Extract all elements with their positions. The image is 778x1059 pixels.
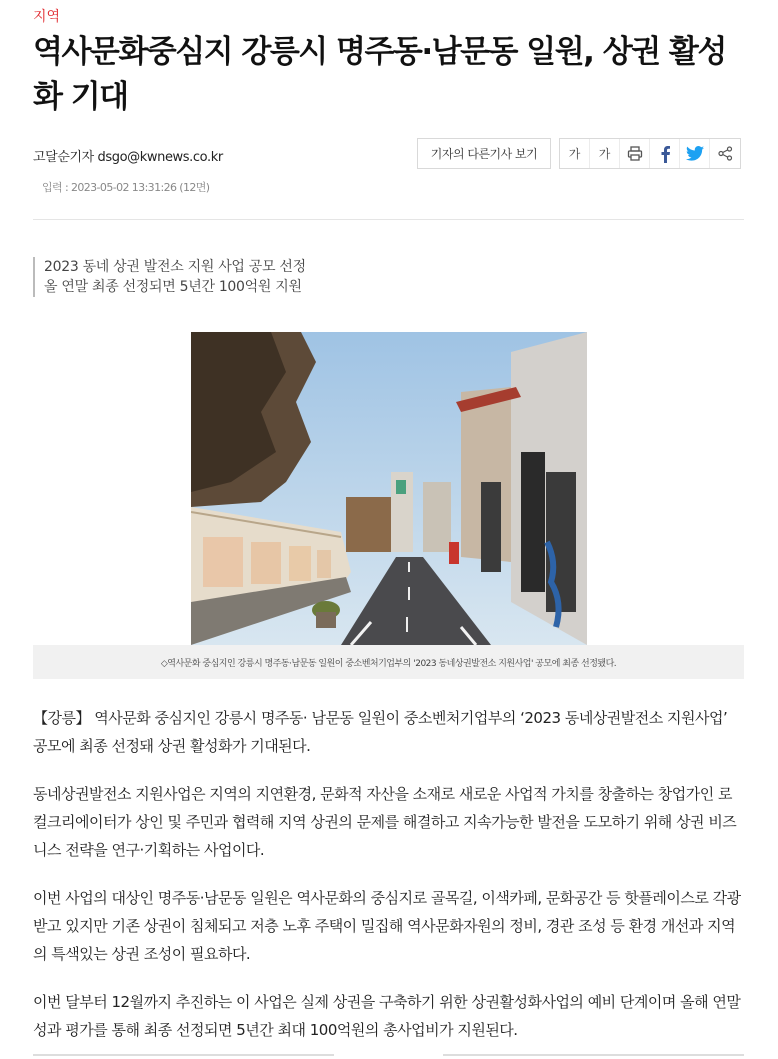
article-body xyxy=(33,704,744,1059)
share-button[interactable] xyxy=(710,139,740,168)
reporter-other-articles-button[interactable]: 기자의 다른기사 보기 xyxy=(417,138,551,169)
print-button[interactable] xyxy=(620,139,650,168)
article-paragraph: 【강릉】 역사문화 중심지인 강릉시 명주동· 남문동 일원이 중소벤처기업부의 ‘2023 동네상권발전소 지원사업’ 공모에 최종 선정돼 상권 활성화가 기대된다. xyxy=(33,709,728,755)
facebook-icon xyxy=(659,145,671,163)
reporter-byline: 고달순기자 dsgo@kwnews.co.kr xyxy=(33,150,223,165)
twitter-share-button[interactable] xyxy=(680,139,710,168)
article-paragraph: 이번 달부터 12월까지 추진하는 이 사업은 실제 상권을 구축하기 위한 상권활성화사업의 예비 단계이며 올해 연말 성과 평가를 통해 최종 선정되면 5년간 최대 100억원의 총사업비가 지원된다. xyxy=(33,993,741,1039)
font-larger-button[interactable]: 가 xyxy=(590,139,620,168)
footer-divider xyxy=(443,1054,744,1056)
article-toolbar xyxy=(559,138,741,169)
article-category[interactable]: 지역 xyxy=(33,9,61,25)
article-headline: 역사문화중심지 강릉시 명주동·남문동 일원, 상권 활성화 기대 xyxy=(33,34,726,115)
print-icon xyxy=(627,146,643,161)
footer-divider xyxy=(33,1054,334,1056)
share-icon xyxy=(718,146,733,161)
article-subtitle xyxy=(33,257,306,297)
publish-date: 입력 : 2023-05-02 13:31:26 (12면) xyxy=(42,181,210,194)
header-divider xyxy=(33,219,744,220)
article-paragraph: 이번 사업의 대상인 명주동·남문동 일원은 역사문화의 중심지로 골목길, 이색카페, 문화공간 등 핫플레이스로 각광받고 있지만 기존 상권이 침체되고 저층 노후 주택이 밀집해 역사문화자원의 정비, 경관 조성 등 환경 개선과 지역의 특색있는 상권 조성이 필요하다. xyxy=(33,889,741,963)
subtitle-line: 올 연말 최종 선정되면 5년간 100억원 지원 xyxy=(44,279,302,295)
font-smaller-button[interactable]: 가 xyxy=(560,139,590,168)
article-paragraph: 동네상권발전소 지원사업은 지역의 지연환경, 문화적 자산을 소재로 새로운 사업적 가치를 창출하는 창업가인 로컬크리에이터가 상인 및 주민과 협력해 지역 상권의 문제를 해결하고 지속가능한 발전을 도모하기 위해 상권 비즈니스 전략을 연구·기획하는 사업이다. xyxy=(33,785,737,859)
photo-caption: ◇역사문화 중심지인 강릉시 명주동·남문동 일원이 중소벤처기업부의 '2023 동네상권발전소 지원사업' 공모에 최종 선정됐다. xyxy=(33,645,744,679)
facebook-share-button[interactable] xyxy=(650,139,680,168)
subtitle-line: 2023 동네 상권 발전소 지원 사업 공모 선정 xyxy=(44,259,306,275)
twitter-icon xyxy=(686,146,704,161)
article-photo[interactable] xyxy=(191,332,587,645)
